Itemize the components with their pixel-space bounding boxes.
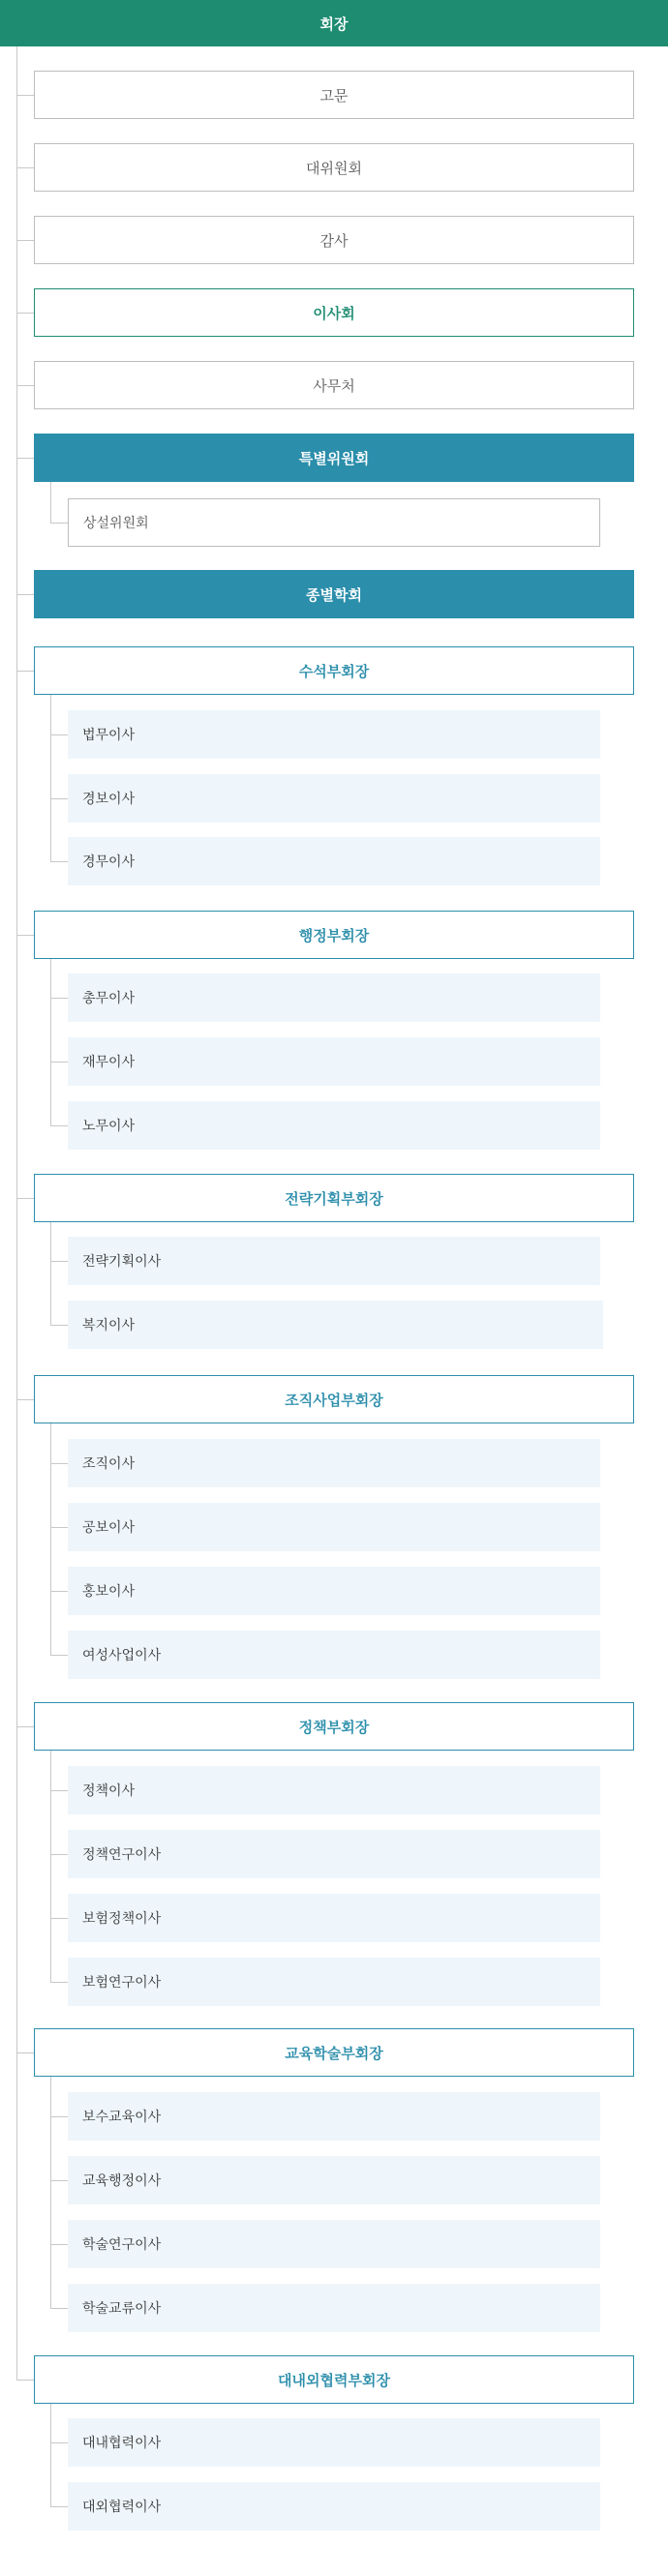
connector (16, 458, 34, 459)
list-item[interactable]: 총무이사 (68, 973, 600, 1022)
sub-connector (50, 959, 51, 1125)
sub-connector (50, 1655, 68, 1656)
list-item[interactable]: 학술교류이사 (68, 2284, 600, 2332)
group-cooperation-vp[interactable]: 대내외협력부회장 (34, 2355, 634, 2404)
list-item[interactable]: 정책연구이사 (68, 1830, 600, 1878)
list-item[interactable]: 공보이사 (68, 1503, 600, 1551)
sub-connector (50, 1423, 51, 1655)
list-item[interactable]: 법무이사 (68, 710, 600, 759)
group-education-vp[interactable]: 교육학술부회장 (34, 2028, 634, 2077)
audit-box[interactable]: 감사 (34, 216, 634, 264)
connector (16, 313, 34, 314)
sub-connector (50, 1982, 68, 1983)
connector (16, 167, 34, 168)
connector (16, 385, 34, 386)
list-item[interactable]: 홍보이사 (68, 1567, 600, 1615)
sub-connector (50, 2442, 68, 2443)
connector (16, 671, 34, 672)
group-organization-vp[interactable]: 조직사업부회장 (34, 1375, 634, 1423)
connector (16, 1198, 34, 1199)
connector (16, 1399, 34, 1400)
list-item[interactable]: 학술연구이사 (68, 2220, 600, 2268)
delegates-box[interactable]: 대위원회 (34, 143, 634, 192)
list-item[interactable]: 보험연구이사 (68, 1958, 600, 2006)
sub-connector (50, 1854, 68, 1855)
tree-trunk-line (16, 46, 17, 2381)
sub-connector (50, 798, 68, 799)
list-item[interactable]: 전략기획이사 (68, 1237, 600, 1285)
sub-connector (50, 1325, 68, 1326)
connector (16, 2380, 34, 2381)
sub-connector (50, 2116, 68, 2117)
sub-connector (50, 695, 51, 861)
list-item[interactable]: 노무이사 (68, 1101, 600, 1150)
sub-connector (50, 1751, 51, 1982)
sub-connector (50, 2506, 68, 2507)
list-item[interactable]: 재무이사 (68, 1037, 600, 1086)
sub-connector (50, 1125, 68, 1126)
secretariat-box[interactable]: 사무처 (34, 361, 634, 409)
list-item[interactable]: 조직이사 (68, 1439, 600, 1487)
sub-connector (50, 2077, 51, 2308)
special-committee-box[interactable]: 특별위원회 (34, 434, 634, 482)
branch-society-box[interactable]: 종별학회 (34, 570, 634, 618)
sub-connector (50, 482, 51, 523)
group-senior-vp[interactable]: 수석부회장 (34, 646, 634, 695)
sub-connector (50, 2180, 68, 2181)
chairman-header: 회장 (0, 0, 668, 46)
group-policy-vp[interactable]: 정책부회장 (34, 1702, 634, 1751)
board-box[interactable]: 이사회 (34, 288, 634, 337)
sub-connector (50, 523, 68, 524)
connector (16, 2052, 34, 2053)
sub-connector (50, 2244, 68, 2245)
sub-connector (50, 1261, 68, 1262)
connector (16, 1726, 34, 1727)
sub-connector (50, 2308, 68, 2309)
list-item[interactable]: 정책이사 (68, 1766, 600, 1814)
connector (16, 594, 34, 595)
connector (16, 935, 34, 936)
sub-connector (50, 1222, 51, 1325)
sub-connector (50, 1463, 68, 1464)
list-item[interactable]: 대외협력이사 (68, 2482, 600, 2531)
sub-connector (50, 1918, 68, 1919)
sub-connector (50, 2404, 51, 2506)
connector (16, 95, 34, 96)
list-item[interactable]: 대내협력이사 (68, 2418, 600, 2467)
standing-committee-item[interactable]: 상설위원회 (68, 498, 600, 547)
list-item[interactable]: 복지이사 (68, 1301, 603, 1349)
sub-connector (50, 1527, 68, 1528)
sub-connector (50, 1062, 68, 1063)
sub-connector (50, 861, 68, 862)
list-item[interactable]: 경보이사 (68, 774, 600, 823)
sub-connector (50, 734, 68, 735)
connector (16, 240, 34, 241)
list-item[interactable]: 경무이사 (68, 837, 600, 885)
list-item[interactable]: 보수교육이사 (68, 2092, 600, 2141)
sub-connector (50, 998, 68, 999)
sub-connector (50, 1591, 68, 1592)
list-item[interactable]: 여성사업이사 (68, 1631, 600, 1679)
group-strategy-vp[interactable]: 전략기획부회장 (34, 1174, 634, 1222)
sub-connector (50, 1790, 68, 1791)
list-item[interactable]: 보험정책이사 (68, 1894, 600, 1942)
advisor-box[interactable]: 고문 (34, 71, 634, 119)
group-admin-vp[interactable]: 행정부회장 (34, 911, 634, 959)
list-item[interactable]: 교육행정이사 (68, 2156, 600, 2204)
